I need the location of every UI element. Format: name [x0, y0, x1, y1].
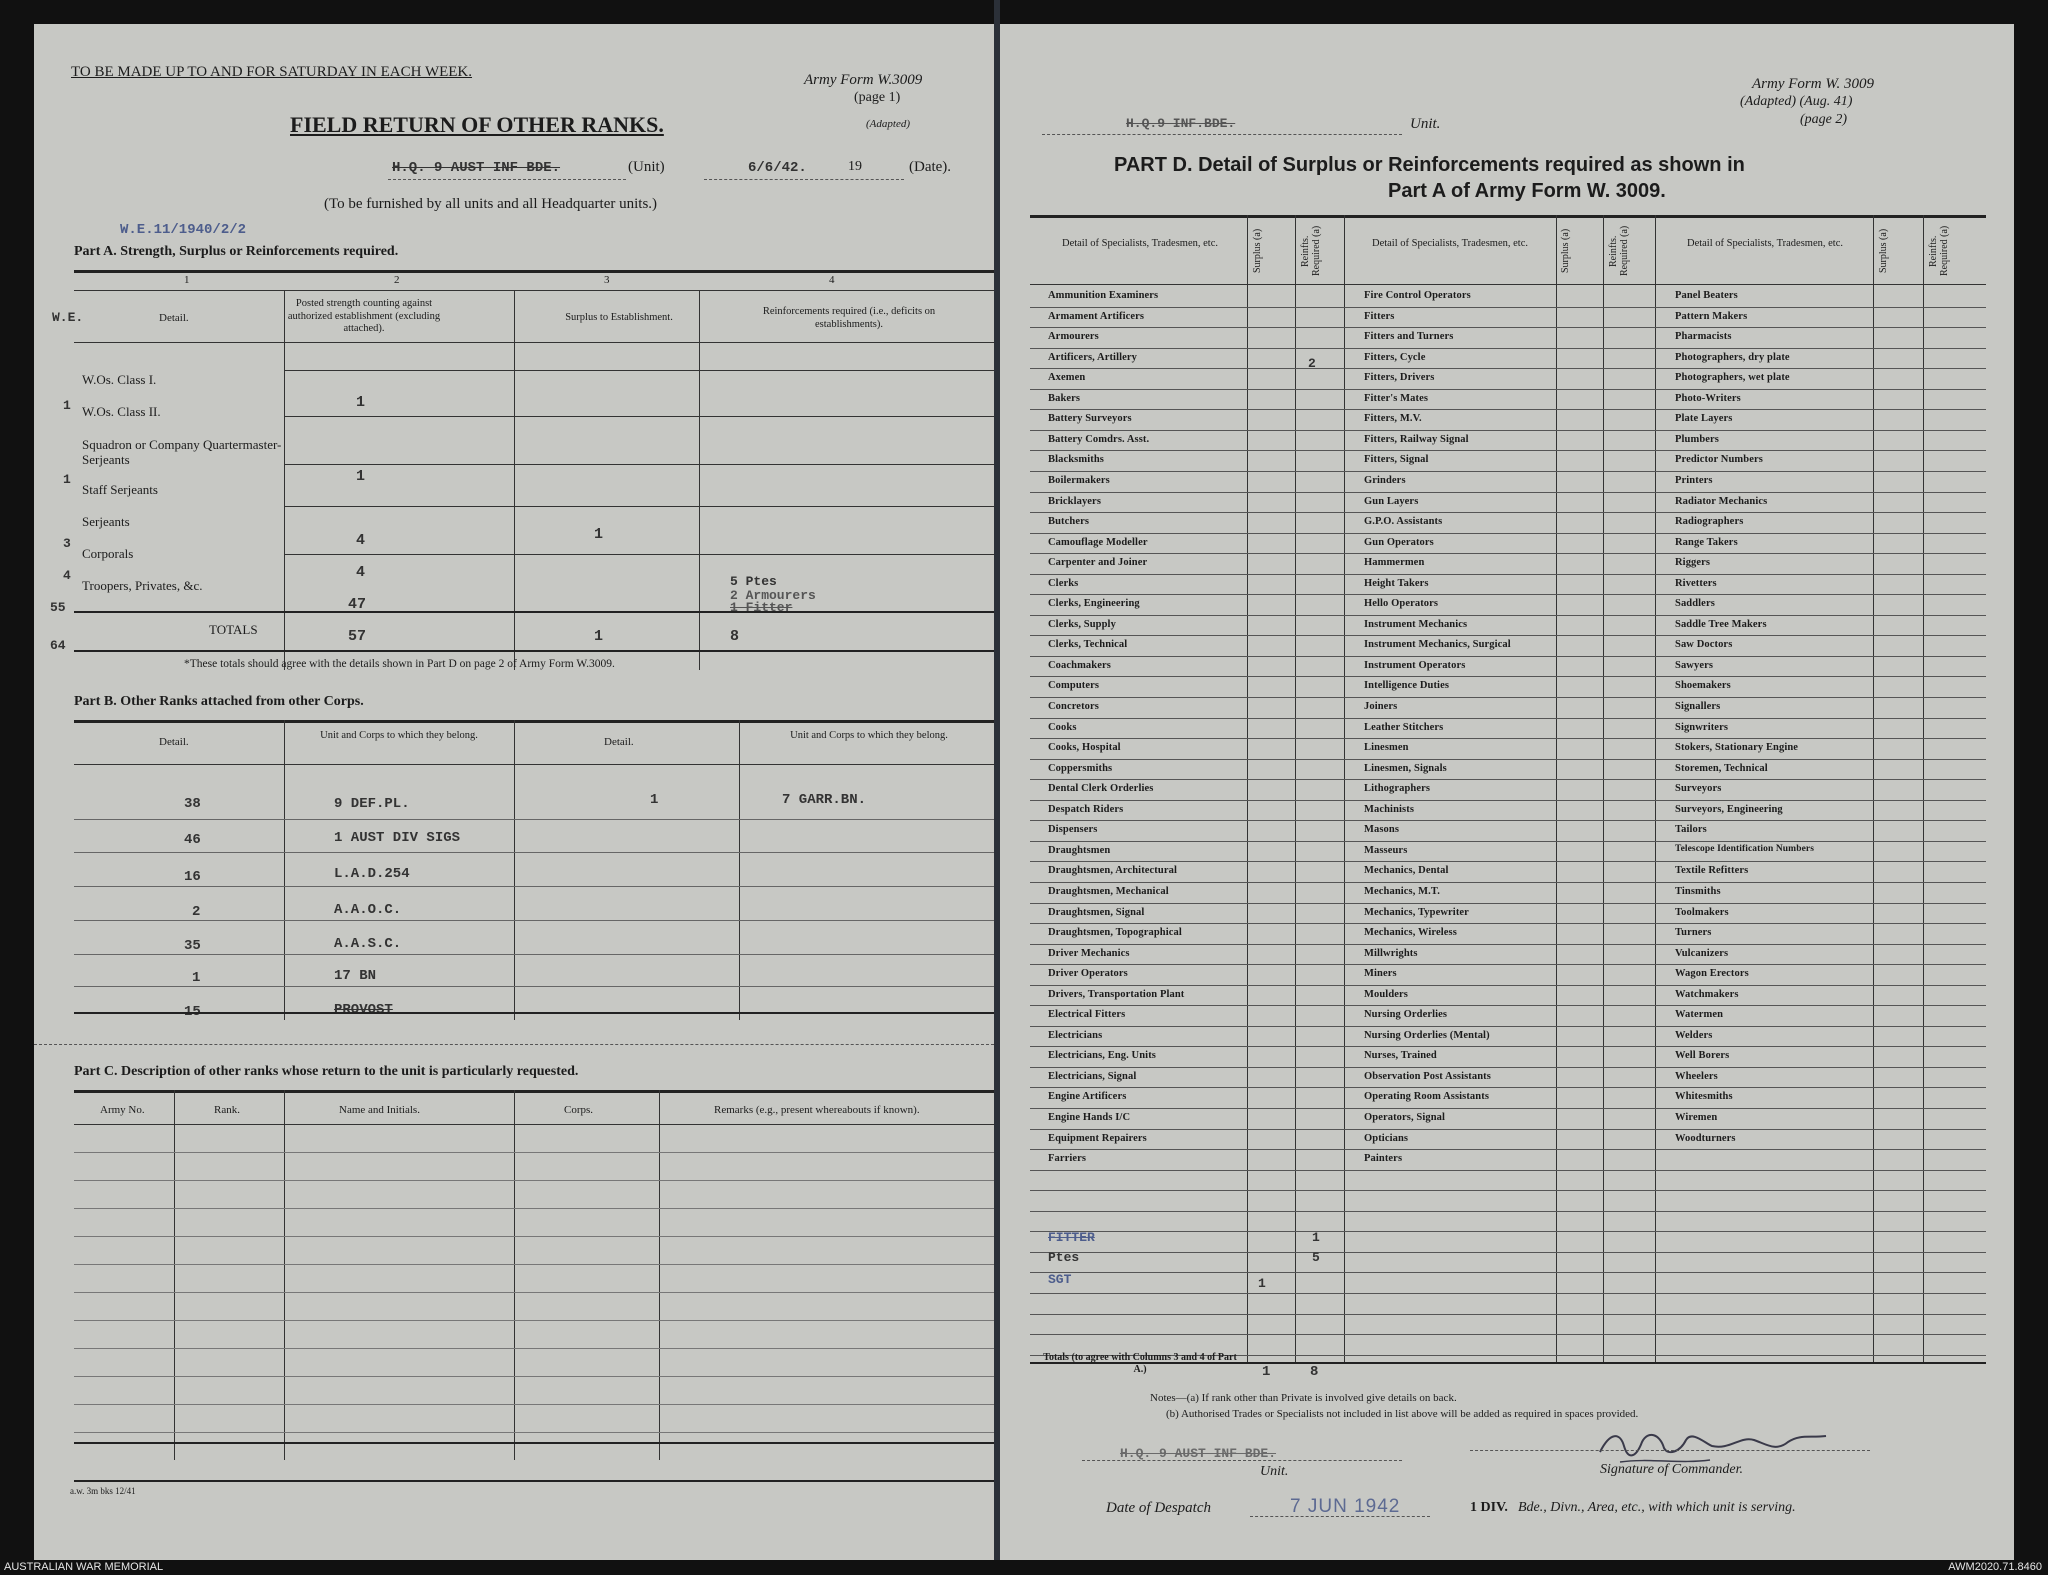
trade-row: Well Borers [1675, 1050, 1730, 1062]
trade-row: Predictor Numbers [1675, 454, 1763, 466]
part-b-unit: A.A.S.C. [334, 936, 402, 952]
part-a-posted-value: 1 [356, 394, 366, 411]
trade-row: Plumbers [1675, 433, 1719, 445]
trade-row: Wagon Erectors [1675, 968, 1749, 980]
trade-row: Whitesmiths [1675, 1091, 1733, 1103]
trade-row: Electricians, Eng. Units [1048, 1050, 1156, 1062]
date-value: 6/6/42. [748, 160, 807, 176]
trade-row: Tailors [1675, 824, 1707, 836]
part-c-heading: Part C. Description of other ranks whose return to the unit is particularly requested. [74, 1064, 579, 1079]
p2-unit-value: H.Q.9 INF.BDE. [1126, 116, 1236, 131]
trade-row: Blacksmiths [1048, 454, 1104, 466]
part-b-unit: 1 AUST DIV SIGS [334, 830, 461, 846]
part-a-row: W.Os. Class I. [82, 372, 157, 387]
trade-row: Signallers [1675, 701, 1721, 712]
part-d-detail-header-2: Detail of Specialists, Tradesmen, etc. [1371, 238, 1528, 249]
part-b-unit: 9 DEF.PL. [334, 796, 410, 812]
trade-row: Watermen [1675, 1009, 1724, 1021]
note-a: Notes—(a) If rank other than Private is involved give details on back. [1150, 1392, 1457, 1404]
bde-label: Bde., Divn., Area, etc., with which unit is serving. [1518, 1500, 1796, 1515]
we-label: W.E. [52, 310, 84, 325]
part-a-row: Troopers, Privates, &c. [82, 578, 203, 593]
trade-row: Armourers [1048, 331, 1099, 343]
trade-row: Printers [1675, 474, 1713, 486]
part-a-we-value: 3 [63, 536, 71, 551]
part-a-row: Serjeants [82, 514, 130, 529]
part-c-col-rank: Rank. [214, 1104, 240, 1116]
part-a-posted-value: 1 [356, 468, 366, 485]
trade-row: Equipment Repairers [1048, 1132, 1147, 1144]
trade-row: Riggers [1675, 557, 1711, 569]
part-a-row: W.Os. Class II. [82, 404, 161, 419]
despatch-label: Date of Despatch [1106, 1500, 1211, 1516]
part-d-reinf-header-2: Reinfts. Required (a) [1608, 225, 1630, 277]
trade-row: Electrical Fitters [1048, 1009, 1126, 1021]
part-d-reinf-header: Reinfts. Required (a) [1300, 225, 1322, 277]
part-a-col-num: 1 [184, 274, 190, 286]
trade-row: Woodturners [1675, 1132, 1736, 1144]
trade-row: Mechanics, M.T. [1364, 885, 1440, 897]
made-up-note: TO BE MADE UP TO AND FOR SATURDAY IN EACH WEEK. [71, 64, 473, 80]
part-b-unit: 17 BN [334, 968, 377, 984]
extra-row-detail: Ptes [1048, 1250, 1080, 1265]
extra-row-surplus: 1 [1258, 1276, 1266, 1291]
part-c-col-corps: Corps. [564, 1104, 594, 1116]
page-1-sheet [34, 24, 994, 1560]
unit-value: H.Q. 9 AUST INF BDE. [392, 160, 561, 176]
trade-row: Instrument Operators [1364, 659, 1466, 671]
part-a-col-num: 3 [604, 274, 610, 286]
trade-row: Observation Post Assistants [1364, 1070, 1491, 1082]
trade-row: Computers [1048, 680, 1100, 692]
surplus-total: 1 [594, 628, 604, 645]
we-reference: W.E.11/1940/2/2 [120, 222, 247, 238]
trade-row: Clerks, Engineering [1048, 598, 1140, 610]
part-c-col-army-no: Army No. [100, 1104, 145, 1116]
part-a-col-num: 2 [394, 274, 400, 286]
posted-total: 57 [348, 628, 367, 645]
trade-row: Coachmakers [1048, 659, 1111, 671]
trade-row: Bricklayers [1048, 495, 1102, 507]
trade-row: Storemen, Technical [1675, 762, 1768, 774]
part-b-detail-header-2: Detail. [604, 736, 634, 748]
trade-row: Telescope Identification Numbers [1675, 843, 1815, 854]
part-a-we-value: 1 [63, 398, 71, 413]
trade-row: Stokers, Stationary Engine [1675, 742, 1799, 754]
archive-name: AUSTRALIAN WAR MEMORIAL [4, 1561, 164, 1573]
part-c-col-name: Name and Initials. [339, 1104, 420, 1116]
trade-row: Vulcanizers [1675, 947, 1729, 959]
trade-row: Farriers [1048, 1153, 1087, 1165]
trade-row: Fitters, Cycle [1364, 351, 1426, 363]
trade-row: Cooks [1048, 721, 1077, 733]
part-b-unit: PROVOST [334, 1002, 393, 1018]
part-a-reinf-extra: 1 Fitter [730, 600, 793, 615]
trade-row: Draughtsmen, Topographical [1048, 927, 1182, 939]
trade-row: Plate Layers [1675, 413, 1733, 425]
extra-row-reinf: 1 [1312, 1230, 1320, 1245]
trade-row: Battery Surveyors [1048, 413, 1132, 425]
part-b-unit-right: 7 GARR.BN. [782, 792, 867, 808]
trade-row: Photo-Writers [1675, 392, 1741, 404]
trade-row: Surveyors [1675, 783, 1722, 795]
part-d-surplus-header-2: Surplus (a) [1560, 228, 1571, 274]
trade-row: Draughtsmen, Architectural [1048, 865, 1177, 877]
trade-row: Linesmen, Signals [1364, 762, 1447, 774]
trade-row: Carpenter and Joiner [1048, 557, 1148, 569]
part-b-unit-header: Unit and Corps to which they belong. [320, 730, 478, 741]
part-b-detail-right: 1 [650, 792, 659, 808]
trade-row: Operating Room Assistants [1364, 1091, 1490, 1103]
trade-row: Fitters, M.V. [1364, 413, 1422, 425]
we-total: 64 [50, 638, 66, 653]
trade-row: Draughtsmen, Signal [1048, 906, 1145, 918]
extra-row-detail: FITTER [1048, 1230, 1095, 1245]
trade-row: Painters [1364, 1153, 1403, 1165]
form-number: Army Form W.3009 [804, 72, 923, 88]
we-subtotal: 55 [50, 600, 66, 615]
trade-row: Signwriters [1675, 721, 1729, 733]
bde-value: 1 DIV. [1470, 1500, 1508, 1515]
trade-row: Machinists [1364, 803, 1415, 815]
trade-row: Fitters [1364, 310, 1395, 322]
part-b-unit: A.A.O.C. [334, 902, 402, 918]
trade-row: Pattern Makers [1675, 310, 1748, 322]
part-b-detail: 16 [184, 869, 201, 885]
trade-row: Linesmen [1364, 742, 1409, 754]
trade-row: Photographers, dry plate [1675, 351, 1790, 363]
trade-row: Armament Artificers [1048, 310, 1145, 322]
trade-row: Mechanics, Wireless [1364, 927, 1457, 939]
part-b-unit: L.A.D.254 [334, 866, 410, 882]
trade-row: Coppersmiths [1048, 762, 1113, 774]
part-d-title-2: Part A of Army Form W. 3009. [1388, 180, 1666, 202]
part-d-surplus-header: Surplus (a) [1252, 228, 1263, 274]
trade-row: Draughtsmen, Mechanical [1048, 885, 1169, 897]
trade-row: Fire Control Operators [1364, 290, 1471, 301]
part-d-surplus-header-3: Surplus (a) [1878, 228, 1889, 274]
trade-row: Dental Clerk Orderlies [1048, 783, 1154, 795]
trade-row: Dispensers [1048, 824, 1098, 836]
trade-row: Opticians [1364, 1132, 1409, 1144]
furnished-note: (To be furnished by all units and all Headquarter units.) [324, 196, 658, 212]
part-b-detail: 38 [184, 796, 201, 812]
part-a-row: Corporals [82, 546, 134, 561]
part-a-posted-value: 4 [356, 532, 366, 549]
trade-row: Mechanics, Dental [1364, 865, 1449, 877]
part-d-totals-label: Totals (to agree with Columns 3 and 4 of Part A.) [1043, 1352, 1237, 1375]
part-d-reinf-total: 8 [1310, 1364, 1319, 1380]
trade-row: Wheelers [1675, 1070, 1718, 1082]
trade-row: Watchmakers [1675, 988, 1739, 1000]
part-a-reinf-extra: 2 Armourers [730, 588, 816, 603]
part-d-reinf-header-3: Reinfts. Required (a) [1928, 225, 1950, 277]
trade-row: Battery Comdrs. Asst. [1048, 433, 1150, 445]
trade-row: Surveyors, Engineering [1675, 803, 1783, 815]
trade-row: Rivetters [1675, 577, 1717, 589]
trade-row: Clerks [1048, 577, 1079, 589]
trade-row: Mechanics, Typewriter [1364, 906, 1469, 918]
trade-row: Nursing Orderlies [1364, 1009, 1448, 1021]
trade-row: Radiator Mechanics [1675, 495, 1768, 507]
form-title: FIELD RETURN OF OTHER RANKS. [290, 112, 664, 137]
archive-footer [0, 1560, 2048, 1575]
trade-row: Welders [1675, 1029, 1713, 1041]
trade-row: Fitter's Mates [1364, 392, 1429, 404]
part-a-heading: Part A. Strength, Surplus or Reinforcements required. [74, 244, 399, 259]
part-a-we-value: 1 [63, 472, 71, 487]
trade-row: Engine Hands I/C [1048, 1112, 1131, 1123]
trade-row: Draughtsmen [1048, 844, 1111, 856]
adapted-note: (Adapted) [866, 118, 910, 130]
sig-unit-label: Unit. [1260, 1464, 1289, 1479]
trade-row: Nurses, Trained [1364, 1050, 1437, 1062]
trade-row: Axemen [1048, 372, 1086, 384]
surplus-header: Surplus to Establishment. [565, 312, 673, 323]
trade-row: Instrument Mechanics [1364, 618, 1468, 630]
extra-row-detail: SGT [1048, 1272, 1072, 1287]
reinf-total: 8 [730, 628, 740, 645]
part-b-detail: 2 [192, 904, 201, 920]
printer-imprint: a.w. 3m bks 12/41 [70, 1486, 136, 1496]
unit-label: (Unit) [628, 159, 665, 175]
trade-row: Camouflage Modeller [1048, 536, 1148, 548]
totals-label: TOTALS [209, 622, 258, 637]
trade-row: Moulders [1364, 988, 1408, 1000]
part-a-detail-header: Detail. [159, 312, 189, 324]
trade-row: Height Takers [1364, 577, 1429, 589]
trade-row: Gun Layers [1364, 495, 1419, 507]
p2-form-number: Army Form W. 3009 [1752, 76, 1874, 92]
armourers-reinf-value: 2 [1308, 356, 1316, 371]
trade-row: Textile Refitters [1675, 865, 1749, 877]
part-b-heading: Part B. Other Ranks attached from other Corps. [74, 694, 364, 709]
trade-row: Fitters, Signal [1364, 454, 1429, 466]
page-number: (page 1) [854, 90, 901, 105]
archive-ref: AWM2020.71.8460 [1948, 1561, 2042, 1573]
part-b-detail: 35 [184, 938, 201, 954]
trade-row: Shoemakers [1675, 680, 1731, 692]
p2-unit-label: Unit. [1410, 116, 1441, 132]
part-a-row: Staff Serjeants [82, 482, 158, 497]
part-a-reinf-value: 5 Ptes [730, 574, 777, 589]
trade-row: Operators, Signal [1364, 1112, 1446, 1123]
trade-row: Hammermen [1364, 557, 1425, 569]
trade-row: Engine Artificers [1048, 1091, 1127, 1103]
date-label: (Date). [909, 159, 952, 175]
trade-row: Wiremen [1675, 1112, 1718, 1123]
reinforcements-header: Reinforcements required (i.e., deficits on establishments). [762, 306, 936, 330]
trade-row: Boilermakers [1048, 474, 1110, 486]
part-a-row: Squadron or Company Quartermaster-Serjeants [82, 437, 282, 467]
trade-row: Leather Stitchers [1364, 721, 1444, 733]
trade-row: Toolmakers [1675, 906, 1729, 918]
totals-footnote: *These totals should agree with the details shown in Part D on page 2 of Army Form W.3009. [184, 658, 615, 670]
trade-row: Joiners [1364, 701, 1398, 712]
trade-row: Millwrights [1364, 947, 1418, 959]
trade-row: Turners [1675, 927, 1712, 939]
trade-row: Saddle Tree Makers [1675, 618, 1767, 630]
trade-row: Grinders [1364, 474, 1406, 486]
trade-row: Fitters, Railway Signal [1364, 433, 1469, 445]
trade-row: Bakers [1048, 392, 1081, 404]
trade-row: Masseurs [1364, 844, 1408, 856]
p2-adapted: (Adapted) (Aug. 41) [1740, 94, 1853, 109]
trade-row: Cooks, Hospital [1048, 742, 1121, 754]
part-b-detail: 46 [184, 832, 201, 848]
part-d-title-1: PART D. Detail of Surplus or Reinforcements required as shown in [1114, 154, 1745, 176]
trade-row: Masons [1364, 824, 1400, 836]
trade-row: Gun Operators [1364, 536, 1434, 548]
part-a-col-num: 4 [829, 274, 835, 286]
trade-row: Miners [1364, 968, 1397, 980]
trade-row: Photographers, wet plate [1675, 372, 1790, 384]
signature-label: Signature of Commander. [1600, 1462, 1743, 1477]
despatch-date-stamp: 7 JUN 1942 [1290, 1496, 1401, 1517]
p2-page-number: (page 2) [1800, 112, 1848, 127]
sig-unit-value: H.Q. 9 AUST INF BDE. [1120, 1446, 1277, 1461]
trade-row: Sawyers [1675, 659, 1714, 671]
trade-row: Ammunition Examiners [1048, 290, 1159, 301]
trade-row: Saddlers [1675, 598, 1715, 610]
trade-row: Artificers, Artillery [1048, 351, 1137, 363]
trade-row: Saw Doctors [1675, 639, 1733, 651]
trade-row: Driver Mechanics [1048, 947, 1130, 959]
part-b-detail: 1 [192, 970, 201, 986]
posted-strength-header: Posted strength counting against authorized establishment (excluding attached). [287, 298, 441, 335]
posted-subtotal: 47 [348, 596, 367, 613]
part-d-surplus-total: 1 [1262, 1364, 1271, 1380]
trade-row: Hello Operators [1364, 598, 1439, 610]
trade-row: Tinsmiths [1675, 885, 1721, 897]
part-c-col-remarks: Remarks (e.g., present whereabouts if known). [714, 1104, 920, 1116]
trade-row: Driver Operators [1048, 968, 1128, 980]
page-2-sheet [1000, 24, 2014, 1560]
trade-row: Concretors [1048, 701, 1099, 712]
part-a-posted-value: 4 [356, 564, 366, 581]
trade-row: Pharmacists [1675, 331, 1732, 343]
trade-row: Electricians, Signal [1048, 1070, 1137, 1082]
trade-row: Nursing Orderlies (Mental) [1364, 1029, 1490, 1041]
trade-row: Clerks, Supply [1048, 618, 1116, 630]
trade-row: Radiographers [1675, 516, 1744, 528]
part-b-detail: 15 [184, 1004, 201, 1020]
trade-row: Range Takers [1675, 536, 1738, 548]
trade-row: Intelligence Duties [1364, 680, 1450, 692]
trade-row: Clerks, Technical [1048, 639, 1128, 651]
trade-row: Lithographers [1364, 783, 1431, 795]
part-a-we-value: 4 [63, 568, 71, 583]
trade-row: Drivers, Transportation Plant [1048, 988, 1185, 1000]
trade-row: Fitters and Turners [1364, 331, 1454, 343]
trade-row: G.P.O. Assistants [1364, 516, 1443, 528]
part-d-detail-header-3: Detail of Specialists, Tradesmen, etc. [1686, 238, 1843, 249]
trade-row: Panel Beaters [1675, 290, 1738, 301]
trade-row: Electricians [1048, 1029, 1103, 1041]
trade-row: Despatch Riders [1048, 803, 1124, 815]
trade-row: Fitters, Drivers [1364, 372, 1435, 384]
note-b: (b) Authorised Trades or Specialists not included in list above will be added as required in spaces provided. [1166, 1408, 1639, 1420]
part-b-unit-header-2: Unit and Corps to which they belong. [790, 730, 948, 741]
extra-row-reinf: 5 [1312, 1250, 1320, 1265]
part-a-surplus-value: 1 [594, 526, 604, 543]
part-d-detail-header: Detail of Specialists, Tradesmen, etc. [1061, 238, 1218, 249]
year-prefix: 19 [848, 159, 862, 174]
trade-row: Instrument Mechanics, Surgical [1364, 639, 1511, 651]
part-b-detail-header: Detail. [159, 736, 189, 748]
trade-row: Butchers [1048, 516, 1090, 528]
